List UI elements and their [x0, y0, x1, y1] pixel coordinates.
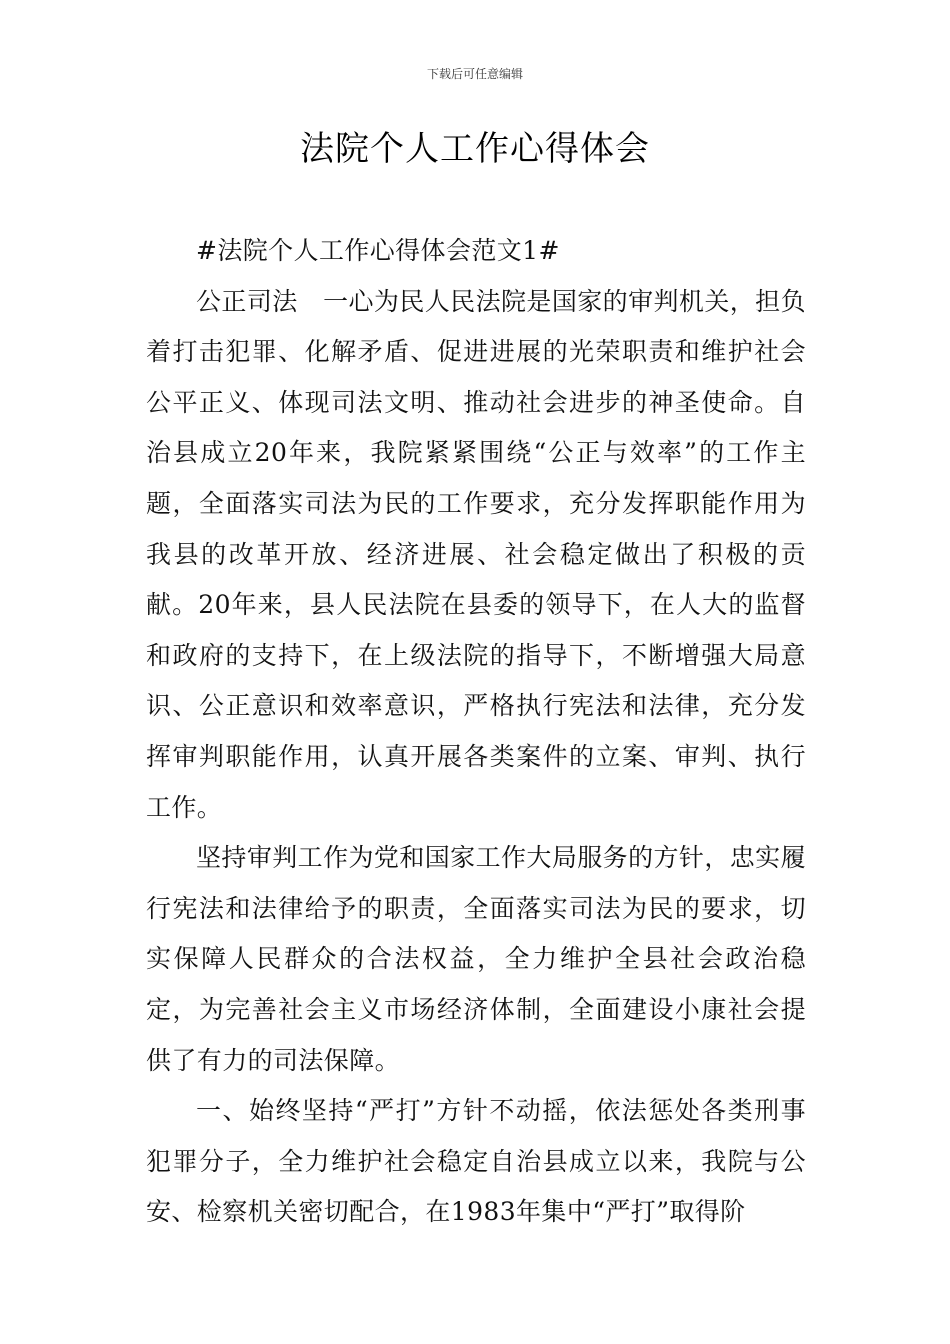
header-note: 下载后可任意编辑	[426, 67, 523, 81]
document-body	[146, 226, 806, 1238]
paragraph-2: 坚持审判工作为党和国家工作大局服务的方针，忠实履行宪法和法律给予的职责，全面落实司法为民的要求，切实保障人民群众的合法权益，全力维护全县社会政治稳定，为完善社会主义市场经济体制，全面建设小康社会提供了有力的司法保障。	[146, 843, 806, 1075]
paragraph-1: 公正司法 一心为民人民法院是国家的审判机关，担负着打击犯罪、化解矛盾、促进进展的光荣职责和维护社会公平正义、体现司法文明、推动社会进步的神圣使命。自治县成立20年来，我院紧紧围绕“公正与效率”的工作主题，全面落实司法为民的工作要求，充分发挥职能作用为我县的改革开放、经济进展、社会稳定做出了积极的贡献。20年来，县人民法院在县委的领导下，在人大的监督和政府的支持下，在上级法院的指导下，不断增强大局意识、公正意识和效率意识，严格执行宪法和法律，充分发挥审判职能作用，认真开展各类案件的立案、审判、执行工作。	[146, 286, 806, 822]
section-heading: #法院个人工作心得体会范文1#	[196, 236, 560, 265]
paragraph-3: 一、始终坚持“严打”方针不动摇，依法惩处各类刑事犯罪分子，全力维护社会稳定自治县成立以来，我院与公安、检察机关密切配合，在1983年集中“严打”取得阶	[146, 1096, 806, 1227]
page-title: 法院个人工作心得体会	[300, 129, 650, 169]
